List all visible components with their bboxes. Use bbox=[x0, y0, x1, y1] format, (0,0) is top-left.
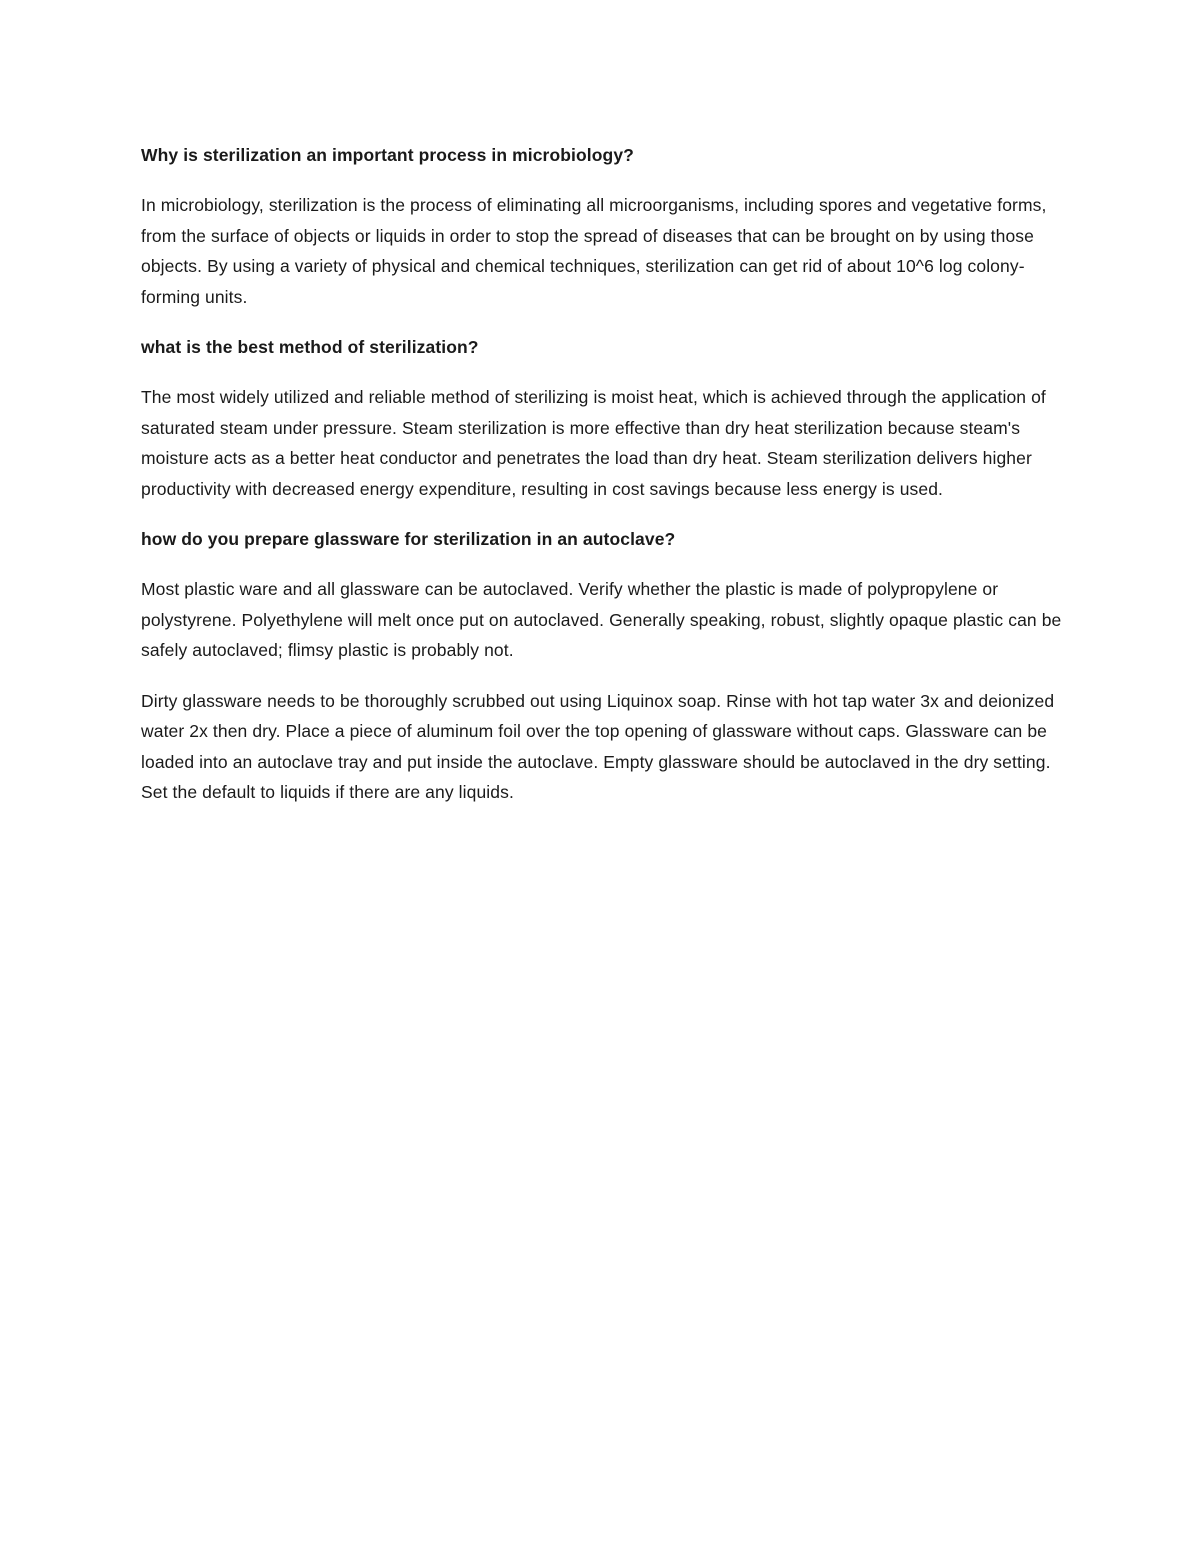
section-paragraph: In microbiology, sterilization is the process of eliminating all microorganisms, including spores and vegetative forms, from the surface of objects or liquids in order to stop the spread of diseases that can be brought on by using those objects. By using a variety of physical and chemical techniques, sterilization can get rid of about 10^6 log colony-forming units. bbox=[141, 195, 1047, 307]
section-heading: what is the best method of sterilization? bbox=[141, 337, 479, 357]
section-paragraph: The most widely utilized and reliable method of sterilizing is moist heat, which is achieved through the application of saturated steam under pressure. Steam sterilization is more effective than dry heat sterilization because steam's moisture acts as a better heat conductor and penetrates the load than dry heat. Steam sterilization delivers higher productivity with decreased energy expenditure, resulting in cost savings because less energy is used. bbox=[141, 387, 1046, 499]
section-heading: Why is sterilization an important process in microbiology? bbox=[141, 145, 634, 165]
section-paragraph: Most plastic ware and all glassware can be autoclaved. Verify whether the plastic is made of polypropylene or polystyrene. Polyethylene will melt once put on autoclaved. Generally speaking, robust, slightly opaque plastic can be safely autoclaved; flimsy plastic is probably not. bbox=[141, 579, 1062, 660]
section-glassware-preparation bbox=[141, 524, 1066, 808]
section-best-method bbox=[141, 332, 1066, 504]
section-heading: how do you prepare glassware for sterilization in an autoclave? bbox=[141, 529, 676, 549]
section-sterilization-importance bbox=[141, 140, 1066, 312]
section-paragraph: Dirty glassware needs to be thoroughly scrubbed out using Liquinox soap. Rinse with hot tap water 3x and deionized water 2x then dry. Place a piece of aluminum foil over the top opening of glassware without caps. Glassware can be loaded into an autoclave tray and put inside the autoclave. Empty glassware should be autoclaved in the dry setting. Set the default to liquids if there are any liquids. bbox=[141, 690, 1055, 802]
document-page bbox=[141, 140, 1066, 828]
